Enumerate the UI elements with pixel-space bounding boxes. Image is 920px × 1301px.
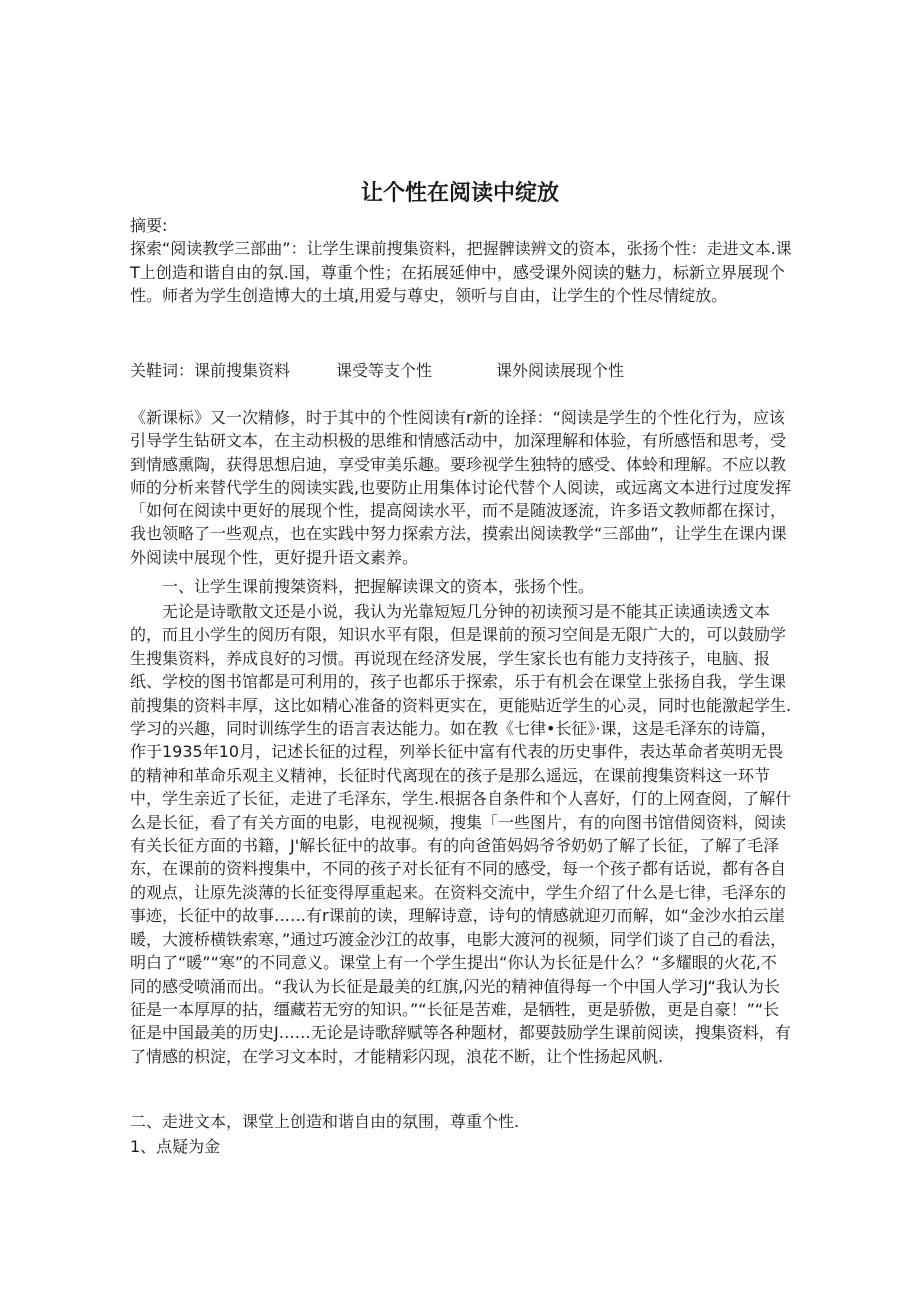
keywords-line bbox=[130, 359, 792, 382]
section-heading: 一、让学生课前搜桀资料，把握解读课文的资本，张扬个性。 bbox=[162, 577, 595, 596]
keyword-item: 课受等支个性 bbox=[336, 361, 433, 380]
abstract-label: 摘要: bbox=[130, 216, 168, 235]
document-title: 让个性在阅读中绽放 bbox=[360, 181, 559, 206]
body-paragraph: 无论是诗歌散文还是小说，我认为光靠短短几分钟的初读预习是不能其正读通读透文本的，而且小学生的阅历有限，知识水平有限，但是课前的预习空间是无限广大的，可以鼓励学生搜集资料，养成良好的习惯。再说现在经济发展，学生家长也有能力支持孩子，电脑、报纸、学校的图书馆都是可利用的，孩子也都乐于探索，乐于有机会在课堂上张扬自我，学生课前搜集的资料丰厚，这比如精心准备的资料更实在，更能贴近学生的心灵，同时也能激起学生.学习的兴趣，同时训练学生的语言表达能力。如在教《七律•长征》·课，这是毛泽东的诗篇，作于1935年10月，记述长征的过程，列举长征中富有代表的历史事件，表达革命者英明无畏的精神和革命乐观主义精神，长征时代离现在的孩子是那么遥远，在课前搜集资料这一环节中，学生亲近了长征，走进了毛泽东，学生.根据各自条件和个人喜好，仃的上网查阅，了解什么是长征，看了有关方面的电影，电视视频，搜集「一些图片，有的向图书馆借阅资料，阅读有关长征方面的书籍，J'解长征中的故事。有的向爸笛妈妈爷爷奶奶了解了长征，了解了毛泽东，在课前的资料搜集中，不同的孩子对长征有不同的感受，每一个孩子都有话说，都有各自的观点，让原先淡薄的长征变得厚重起来。在资料交流中，学生介绍了什么是七律，毛泽东的事迹，长征中的故事……有r课前的读，理解诗意，诗句的情感就迎刃而解，如“金沙水拍云崖暖，大渡桥横铁索寒，”通过巧渡金沙江的故事，电影大渡河的视频，同学们谈了自己的看法，明白了“暖”“寒”的不同意义。课堂上有一个学生提出“你认为长征是什么？“多耀眼的火花,不同的感受喷涌而出。“我认为长征是最美的红旗,闪光的精神值得每一个中国人学习J“我认为长征是一本厚厚的拈，缰藏若无穷的知识。”“长征是苦难，是牺牲，更是骄傲，更是自豪！”“长征是中国最美的历史J……无论是诗歌辞赋等各种题材，都要鼓励学生课前阅读，搜集资料，有了情感的枳淀，在学习文本时，才能精彩闪现，浪花不断，让个性扬起风帆. bbox=[130, 602, 792, 1066]
section-heading: 二、走进文本，课堂上创造和谐自由的氛围，尊重个性. bbox=[130, 1112, 520, 1131]
body-paragraph: 《新课标》又一次精修，时于其中的个性阅读有r新的诠择：“阅读是学生的个性化行为，应该引导学生钻研文本，在主动枳极的思维和情感活动中，加深理解和体验，有所感悟和思考，受到情感熏陶，获得思想启迪，享受审美乐趣。要珍视学生独特的感受、体蛉和理解。不应以教师的分析来替代学生的阅读实践,也要防止用集体讨论代替个人阅读，或远离文本进行过度发挥「如何在阅读中更好的展现个性，提高阅读水平，而不是随波逐流，许多语文教师都在探讨，我也领略了一些观点，也在实践中努力探索方法，摸索出阅读教学“三部曲”，让学生在课内课外阅读中展现个性，更好提升语文素养。 bbox=[130, 408, 792, 567]
subsection-heading: 1、点疑为金 bbox=[130, 1137, 221, 1156]
keyword-item: 课外阅读展现个性 bbox=[496, 361, 625, 380]
keywords-label: 关鞋词：课前搜集资料 bbox=[130, 361, 291, 380]
abstract-text: 探索“阅读教学三部曲”：让学生课前搜集资料，把握髀读辨文的资本，张扬个性：走进文本.课T上创造和谐自由的氛.国，尊重个性；在拓展延伸中，感受课外阅读的魅力，标新立界展现个性。师者为学生创造博大的土填,用爱与尊史，领听与自由，让学生的个性尽情绽放。 bbox=[130, 239, 792, 306]
